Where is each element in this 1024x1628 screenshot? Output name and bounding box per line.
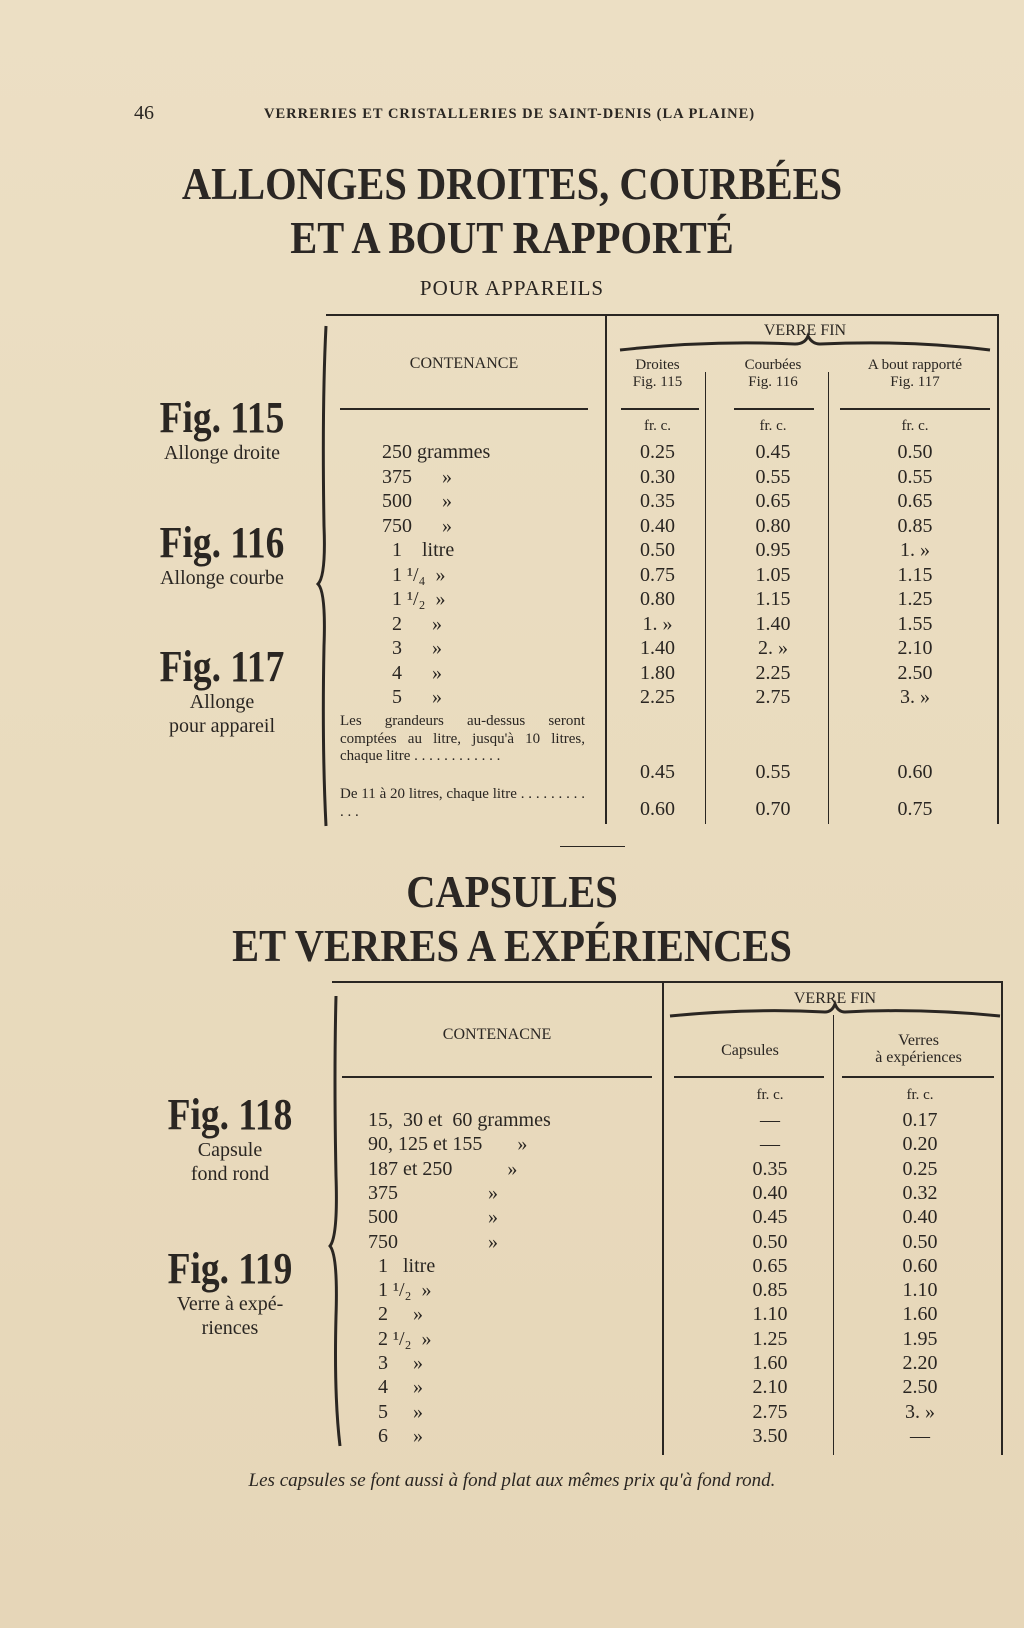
cell-verres: 0.25 [902, 1157, 938, 1180]
table1-left-brace-icon [318, 326, 338, 826]
column-figure: Fig. 115 [632, 374, 683, 390]
cell-capsules: 0.45 [752, 1206, 788, 1229]
cell-contenance: 5 » [368, 1400, 423, 1423]
cell-capsules: 1.60 [752, 1352, 788, 1374]
cell-capsules: 2.75 [752, 1400, 788, 1423]
table2-top-rule [332, 981, 1002, 983]
figure-caption: Allonge courbe [160, 567, 284, 589]
cell-courbees: 1.05 [755, 563, 791, 586]
cell-capsules: 1.25 [752, 1327, 788, 1350]
cell-verres: 0.17 [902, 1109, 938, 1131]
cell-courbees: 0.45 [755, 441, 791, 463]
cell-courbees: 0.95 [755, 539, 791, 561]
cell-contenance: 90, 125 et 155 » [368, 1133, 528, 1156]
cell-verres: 1.60 [902, 1303, 938, 1326]
cell-verres: 1.10 [902, 1279, 938, 1302]
cell-bout: 3. » [900, 686, 930, 708]
cell-contenance: 2 » [368, 1303, 423, 1326]
table2-col-capsules-header: Capsules [721, 1042, 779, 1059]
cell-contenance: 500 » [382, 490, 452, 512]
table1-col-courbees-header [723, 357, 823, 391]
table1-header-rule [340, 408, 588, 410]
section1-title-line2: ET A BOUT RAPPORTÉ [290, 212, 734, 263]
cell-bout: 0.65 [897, 490, 933, 512]
section-separator [560, 846, 625, 847]
figure-number: Fig. 119 [167, 1244, 293, 1293]
figure-caption: Allonge droite [163, 442, 281, 464]
table2-contenance-header: CONTENACNE [442, 1026, 552, 1043]
cell-bout: 1. » [900, 539, 930, 561]
cell-contenance: 500 » [368, 1206, 498, 1229]
cell-contenance: 750 » [382, 514, 452, 537]
figure-label-118 [130, 1092, 330, 1186]
column-figure: Fig. 117 [890, 374, 940, 390]
table1-divider-col1 [705, 372, 706, 824]
cell-contenance: 4 » [368, 1376, 423, 1399]
table2-divider-contenance [662, 981, 664, 1455]
cell-capsules: 0.50 [752, 1230, 788, 1253]
cell-capsules: 2.10 [752, 1376, 788, 1399]
table1-col1-rule [621, 408, 699, 410]
running-header [134, 100, 894, 130]
table2-col-verres-header [836, 1032, 1001, 1066]
cell-contenance: 375 » [382, 465, 452, 488]
figure-caption: Allonge [189, 691, 255, 713]
table1-note2: De 11 à 20 litres, chaque litre . . . . . . . . . . . . [340, 786, 585, 820]
figure-number: Fig. 116 [159, 518, 285, 567]
table2-unit-verres: fr. c. [906, 1087, 934, 1103]
cell-bout: 0.85 [897, 514, 933, 537]
cell-verres: 0.60 [902, 1254, 938, 1277]
section2-title-line2: ET VERRES A EXPÉRIENCES [232, 920, 792, 971]
cell-verres: — [910, 1424, 930, 1447]
cell-contenance: 1 ¹/₂ » [368, 1279, 432, 1302]
cell-droites: 0.35 [640, 490, 675, 512]
cell-bout: 0.50 [897, 441, 933, 463]
cell-capsules: 1.10 [752, 1303, 788, 1326]
footer-note: Les capsules se font aussi à fond plat aux mêmes prix qu'à fond rond. [248, 1470, 776, 1491]
cell-verres: 3. » [905, 1400, 935, 1423]
column-title: A bout rapporté [867, 357, 963, 373]
figure-label-117 [122, 644, 322, 738]
column-title: Verres [898, 1032, 939, 1049]
cell-capsules: 3.50 [752, 1424, 788, 1447]
table2-group-header: VERRE FIN [793, 990, 877, 1007]
cell-contenance: 3 » [368, 1352, 423, 1374]
table1-col-bout-header [833, 357, 997, 391]
column-title: Droites [635, 357, 680, 373]
figure-label-116 [122, 520, 322, 590]
cell-droites: 0.40 [640, 514, 675, 537]
cell-verres: 0.20 [902, 1133, 938, 1156]
cell-courbees: 0.80 [755, 514, 791, 537]
cell-droites: 0.50 [640, 539, 675, 561]
figure-caption: riences [201, 1317, 259, 1339]
table1-unit-courbees: fr. c. [759, 418, 787, 434]
note2-courbees: 0.70 [755, 798, 791, 820]
table2-col2-rule [842, 1076, 994, 1078]
table1-col-droites-header [610, 357, 705, 391]
cell-contenance: 6 » [368, 1424, 423, 1447]
table1-group-header: VERRE FIN [763, 322, 847, 339]
cell-droites: 0.75 [640, 563, 675, 586]
cell-contenance: 2 ¹/₂ » [368, 1327, 432, 1350]
cell-courbees: 2. » [758, 637, 788, 659]
cell-capsules: 0.40 [752, 1181, 788, 1204]
table1-col3-rule [840, 408, 990, 410]
cell-contenance: 187 et 250 » [368, 1157, 518, 1180]
note1-droites: 0.45 [640, 761, 675, 783]
cell-verres: 2.20 [902, 1352, 938, 1374]
cell-capsules: 0.85 [752, 1279, 788, 1302]
table1-top-rule [326, 314, 998, 316]
cell-bout: 1.25 [897, 588, 933, 610]
cell-contenance: 1 litre [382, 539, 455, 561]
cell-droites: 1.80 [640, 661, 675, 684]
section2-title-line1: CAPSULES [406, 866, 618, 917]
cell-bout: 1.55 [897, 612, 933, 635]
table1-unit-bout: fr. c. [901, 418, 929, 434]
table1-group-brace-icon [620, 336, 990, 356]
cell-verres: 0.40 [902, 1206, 938, 1229]
cell-contenance: 3 » [382, 637, 442, 659]
table2-col1-rule [674, 1076, 824, 1078]
cell-bout: 2.10 [897, 637, 933, 659]
table2-header-rule [342, 1076, 652, 1078]
table1-divider-col2 [828, 372, 829, 824]
cell-contenance: 1 ¹/₂ » [382, 588, 446, 610]
column-title: Courbées [744, 357, 802, 373]
figure-label-119 [130, 1246, 330, 1340]
note2-droites: 0.60 [640, 798, 675, 820]
cell-contenance: 5 » [382, 686, 442, 708]
cell-contenance: 1 ¹/₄ » [382, 563, 446, 586]
cell-contenance: 2 » [382, 612, 442, 635]
column-figure: Fig. 116 [748, 374, 798, 390]
cell-droites: 1. » [642, 612, 673, 635]
cell-capsules: 0.65 [752, 1254, 788, 1277]
figure-number: Fig. 115 [159, 393, 285, 442]
cell-verres: 0.50 [902, 1230, 938, 1253]
section1-subtitle: POUR APPAREILS [419, 276, 605, 300]
figure-number: Fig. 117 [159, 642, 285, 691]
cell-courbees: 1.15 [755, 588, 791, 610]
cell-capsules: — [760, 1133, 780, 1156]
table1-note1: Les grandeurs au-dessus seront comptées au litre, jusqu'à 10 litres, chaque litre . . . . . . . . . . . . [340, 713, 585, 764]
figure-caption: pour appareil [168, 715, 276, 737]
cell-bout: 2.50 [897, 661, 933, 684]
table2-left-brace-icon [330, 996, 350, 1446]
table1-contenance-header: CONTENANCE [409, 355, 519, 372]
cell-bout: 0.55 [897, 465, 933, 488]
table2-right-rule [1001, 981, 1003, 1455]
section1-title-line1: ALLONGES DROITES, COURBÉES [181, 158, 843, 209]
cell-droites: 0.25 [640, 441, 675, 463]
figure-caption: Verre à expé- [176, 1293, 284, 1315]
note1-courbees: 0.55 [755, 761, 791, 783]
cell-courbees: 1.40 [755, 612, 791, 635]
cell-droites: 0.80 [640, 588, 675, 610]
cell-courbees: 0.55 [755, 465, 791, 488]
cell-contenance: 375 » [368, 1181, 498, 1204]
cell-courbees: 2.75 [755, 686, 791, 708]
note1-bout: 0.60 [897, 761, 933, 783]
cell-capsules: — [760, 1109, 780, 1131]
figure-caption: Capsule [197, 1139, 263, 1161]
cell-verres: 2.50 [902, 1376, 938, 1399]
cell-capsules: 0.35 [752, 1157, 788, 1180]
cell-droites: 1.40 [640, 637, 675, 659]
cell-contenance: 250 grammes [382, 441, 491, 463]
cell-bout: 1.15 [897, 563, 933, 586]
cell-contenance: 750 » [368, 1230, 498, 1253]
figure-number: Fig. 118 [167, 1090, 293, 1139]
table1-col2-rule [734, 408, 814, 410]
table1-right-rule [997, 314, 999, 824]
running-title: VERRERIES ET CRISTALLERIES DE SAINT-DENIS (LA PLAINE) [264, 106, 756, 122]
cell-droites: 0.30 [640, 465, 675, 488]
cell-verres: 0.32 [902, 1181, 938, 1204]
figure-caption: fond rond [190, 1163, 270, 1185]
cell-contenance: 4 » [382, 661, 442, 684]
column-subtitle: à expériences [875, 1049, 962, 1066]
page-number: 46 [134, 102, 154, 124]
cell-contenance: 15, 30 et 60 grammes [368, 1109, 551, 1131]
note2-bout: 0.75 [897, 798, 933, 820]
table1-unit-droites: fr. c. [643, 418, 672, 434]
cell-verres: 1.95 [902, 1327, 938, 1350]
table2-unit-capsules: fr. c. [756, 1087, 784, 1103]
cell-courbees: 0.65 [755, 490, 791, 512]
cell-courbees: 2.25 [755, 661, 791, 684]
cell-contenance: 1 litre [368, 1254, 436, 1277]
cell-droites: 2.25 [640, 686, 675, 708]
figure-label-115 [122, 395, 322, 465]
